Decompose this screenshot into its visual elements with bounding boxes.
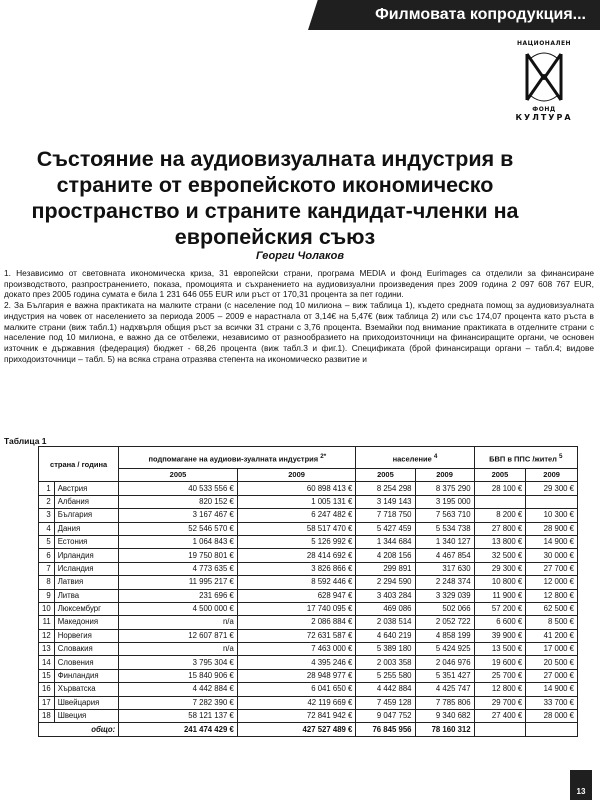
table-cell-p2005: 4 442 884	[356, 683, 415, 696]
table-cell-p2005: 9 047 752	[356, 710, 415, 723]
table-cell-s2005: 12 607 871 €	[119, 629, 238, 642]
table-cell-g2009: 27 700 €	[526, 562, 578, 575]
table-cell-s2009: 7 463 000 €	[237, 643, 356, 656]
table-cell-s2005: 1 064 843 €	[119, 535, 238, 548]
table-cell-country: Исландия	[54, 562, 119, 575]
table-row	[39, 482, 578, 495]
table-cell-g2005: 29 700 €	[474, 696, 526, 709]
table-cell-g2005: 39 900 €	[474, 629, 526, 642]
paragraph-1: 1. Независимо от световната икономическа криза, 31 европейски страни, програма MEDIA и фонд Eurimages са отделили за финансиране производството, разпространението, показа, промоцията и съхранението на аудиовизуални произведения през 2009 година 2 097 608 767 EUR, докато през 2005 година сумата е била 1 231 646 055 EUR или ръст от 170,31 процента за пет години.	[4, 268, 594, 300]
header-population-note: 4	[433, 452, 438, 460]
table-row	[39, 495, 578, 508]
table-header-row	[39, 447, 578, 469]
table-cell-p2005: 2 003 358	[356, 656, 415, 669]
header-year: 2005	[474, 469, 526, 482]
table-cell-s2005: 40 533 556 €	[119, 482, 238, 495]
table-cell-country: Норвегия	[54, 629, 119, 642]
table-total-row	[39, 723, 578, 736]
table-cell-s2009: 17 740 095 €	[237, 602, 356, 615]
table-cell-g2005: 8 200 €	[474, 509, 526, 522]
table-cell-country: Ирландия	[54, 549, 119, 562]
table-row	[39, 656, 578, 669]
table-cell-g2005: 10 800 €	[474, 576, 526, 589]
table-cell-g2005: 12 800 €	[474, 683, 526, 696]
table-cell-g2009: 12 800 €	[526, 589, 578, 602]
table-cell-country: Швеция	[54, 710, 119, 723]
table-cell-g2009: 14 900 €	[526, 535, 578, 548]
table-cell-country: Литва	[54, 589, 119, 602]
section-banner	[318, 0, 600, 30]
table-cell-s2009: 60 898 413 €	[237, 482, 356, 495]
table-cell-g2005	[474, 495, 526, 508]
table-body	[39, 482, 578, 736]
table-cell-g2005: 6 600 €	[474, 616, 526, 629]
table-cell-g2009: 27 000 €	[526, 669, 578, 682]
total-cell-s2009: 427 527 489 €	[237, 723, 356, 736]
header-year: 2009	[237, 469, 356, 482]
table-cell-p2009: 2 248 374	[415, 576, 474, 589]
table-cell-p2009: 8 375 290	[415, 482, 474, 495]
header-year: 2009	[526, 469, 578, 482]
table-cell-s2009: 6 247 482 €	[237, 509, 356, 522]
table-cell-n: 17	[39, 696, 55, 709]
header-gdp	[474, 447, 577, 469]
table-cell-g2009: 41 200 €	[526, 629, 578, 642]
table-cell-n: 10	[39, 602, 55, 615]
table-cell-g2005: 19 600 €	[474, 656, 526, 669]
table-cell-g2005: 57 200 €	[474, 602, 526, 615]
table-cell-p2009: 317 630	[415, 562, 474, 575]
table-row	[39, 562, 578, 575]
page-number: 13	[570, 770, 592, 800]
table-cell-g2005: 32 500 €	[474, 549, 526, 562]
table-cell-p2005: 4 640 219	[356, 629, 415, 642]
table-cell-p2005: 5 389 180	[356, 643, 415, 656]
table-cell-s2009: 5 126 992 €	[237, 535, 356, 548]
table-cell-n: 8	[39, 576, 55, 589]
table-cell-s2009: 72 841 942 €	[237, 710, 356, 723]
table-cell-n: 7	[39, 562, 55, 575]
table-cell-p2009: 3 195 000	[415, 495, 474, 508]
table-cell-p2009: 7 785 806	[415, 696, 474, 709]
table-cell-s2005: 820 152 €	[119, 495, 238, 508]
table-cell-country: Албания	[54, 495, 119, 508]
table-cell-g2009: 12 000 €	[526, 576, 578, 589]
table-cell-s2009: 1 005 131 €	[237, 495, 356, 508]
header-country: страна / година	[39, 447, 119, 482]
table-cell-g2005: 28 100 €	[474, 482, 526, 495]
header-year: 2005	[356, 469, 415, 482]
table-cell-g2009: 30 000 €	[526, 549, 578, 562]
table-row	[39, 576, 578, 589]
table-cell-g2005: 27 800 €	[474, 522, 526, 535]
table-cell-country: Дания	[54, 522, 119, 535]
header-population	[356, 447, 474, 469]
article-author: Георги Чолаков	[256, 250, 344, 262]
paragraph-2: 2. За България е важна практиката на малките страни (с население под 10 милиона – виж таблица 1), където средната помощ за аудиовизуалната индустрия на човек от населението за периода 2005 – 2009 е нарастнала от 3,14€ на 5,47€ (виж таблица 2) или със 174,07 процента като ръста в малките страни (виж табл.1) надхвърля общия ръст за всички 31 страни с 3,76 процента. Вземайки под внимание практиката в отделните страни с население под 10 милиона, е важно да се отбележи, независимо от разнообразието на приходоизточници на финансиращите органи, че основен източник е държавния (федерация) бюджет - 68,26 процента (виж табл.3 и фиг.1). Спецификата (брой финансиращи органи – табл.4; видове приходоизточници – табл. 5) на всяка страна отразява степента на икономическо развитие и	[4, 300, 594, 364]
table-cell-s2005: 231 696 €	[119, 589, 238, 602]
logo-emblem-icon	[521, 50, 567, 104]
table-cell-s2005: 58 121 137 €	[119, 710, 238, 723]
table-row	[39, 643, 578, 656]
table-cell-n: 4	[39, 522, 55, 535]
logo-text-bottom: КУЛТУРА	[515, 113, 573, 122]
table-year-row	[39, 469, 578, 482]
table-cell-s2009: 28 948 977 €	[237, 669, 356, 682]
table-cell-p2009: 9 340 682	[415, 710, 474, 723]
table-cell-g2009: 8 500 €	[526, 616, 578, 629]
table-cell-p2005: 299 891	[356, 562, 415, 575]
table-cell-p2009: 5 534 738	[415, 522, 474, 535]
table-cell-p2005: 4 208 156	[356, 549, 415, 562]
table-cell-p2005: 1 344 684	[356, 535, 415, 548]
table-cell-s2005: 7 282 390 €	[119, 696, 238, 709]
table-cell-s2005: n/a	[119, 616, 238, 629]
table-cell-p2009: 5 424 925	[415, 643, 474, 656]
table-cell-s2009: 4 395 246 €	[237, 656, 356, 669]
table-cell-p2009: 502 066	[415, 602, 474, 615]
table-cell-s2005: 52 546 570 €	[119, 522, 238, 535]
table-cell-s2005: 19 750 801 €	[119, 549, 238, 562]
table-row	[39, 669, 578, 682]
table-cell-s2009: 2 086 884 €	[237, 616, 356, 629]
logo-text-mid: ФОНД	[532, 106, 556, 113]
table-cell-p2005: 7 718 750	[356, 509, 415, 522]
table-cell-s2005: 11 995 217 €	[119, 576, 238, 589]
table-cell-g2009: 17 000 €	[526, 643, 578, 656]
table-cell-p2005: 3 149 143	[356, 495, 415, 508]
table-row	[39, 522, 578, 535]
table-cell-n: 5	[39, 535, 55, 548]
table-cell-n: 6	[39, 549, 55, 562]
table-cell-s2005: 4 773 635 €	[119, 562, 238, 575]
table-cell-s2005: 4 442 884 €	[119, 683, 238, 696]
table-cell-p2009: 1 340 127	[415, 535, 474, 548]
article-body	[4, 268, 594, 364]
table-cell-n: 3	[39, 509, 55, 522]
table-cell-g2005: 13 500 €	[474, 643, 526, 656]
table-cell-g2009: 28 000 €	[526, 710, 578, 723]
header-gdp-note: 5	[559, 452, 563, 460]
table-row	[39, 683, 578, 696]
header-year: 2009	[415, 469, 474, 482]
table-cell-p2009: 3 329 039	[415, 589, 474, 602]
table-cell-s2009: 58 517 470 €	[237, 522, 356, 535]
header-year: 2005	[119, 469, 238, 482]
total-label: общо:	[39, 723, 119, 736]
table-cell-country: Австрия	[54, 482, 119, 495]
table-cell-p2009: 4 425 747	[415, 683, 474, 696]
table-cell-n: 16	[39, 683, 55, 696]
table-cell-p2005: 7 459 128	[356, 696, 415, 709]
table-cell-country: Финландия	[54, 669, 119, 682]
table-cell-s2005: 3 795 304 €	[119, 656, 238, 669]
article-title: Състояние на аудиовизуалната индустрия в страните от европейското икономическо пространство и страните кандидат-членки на европейския съюз	[31, 147, 519, 249]
table-cell-n: 1	[39, 482, 55, 495]
table-cell-g2009	[526, 495, 578, 508]
table-cell-s2009: 72 631 587 €	[237, 629, 356, 642]
table-cell-country: Македония	[54, 616, 119, 629]
table-cell-s2009: 28 414 692 €	[237, 549, 356, 562]
table-cell-p2009: 5 351 427	[415, 669, 474, 682]
table-cell-n: 14	[39, 656, 55, 669]
table-cell-country: Хърватска	[54, 683, 119, 696]
table-cell-n: 18	[39, 710, 55, 723]
table-cell-p2009: 4 467 854	[415, 549, 474, 562]
table-cell-country: Латвия	[54, 576, 119, 589]
table-cell-s2009: 3 826 866 €	[237, 562, 356, 575]
table-cell-g2005: 29 300 €	[474, 562, 526, 575]
table-cell-g2005: 11 900 €	[474, 589, 526, 602]
table-row	[39, 616, 578, 629]
header-support-note: 2*	[320, 452, 327, 460]
table-cell-country: Словакия	[54, 643, 119, 656]
table-row	[39, 549, 578, 562]
section-banner-text: Филмовата копродукция...	[375, 6, 586, 23]
table-cell-p2005: 8 254 298	[356, 482, 415, 495]
table-cell-s2009: 6 041 650 €	[237, 683, 356, 696]
table-cell-country: България	[54, 509, 119, 522]
table-row	[39, 629, 578, 642]
table-cell-p2005: 469 086	[356, 602, 415, 615]
table-cell-p2009: 7 563 710	[415, 509, 474, 522]
table-cell-s2005: 15 840 906 €	[119, 669, 238, 682]
table-cell-n: 11	[39, 616, 55, 629]
table-cell-s2005: n/a	[119, 643, 238, 656]
table-cell-s2009: 42 119 669 €	[237, 696, 356, 709]
national-culture-fund-logo	[510, 40, 578, 136]
table-cell-country: Швейцария	[54, 696, 119, 709]
total-cell-empty	[526, 723, 578, 736]
header-support-label: подпомагане на аудиови-зуалната индустрия	[148, 454, 319, 464]
table-cell-s2005: 3 167 467 €	[119, 509, 238, 522]
table-cell-p2005: 5 255 580	[356, 669, 415, 682]
table-cell-n: 12	[39, 629, 55, 642]
table-cell-n: 2	[39, 495, 55, 508]
table-cell-p2005: 3 403 284	[356, 589, 415, 602]
table-cell-s2009: 628 947 €	[237, 589, 356, 602]
table-cell-g2005: 25 700 €	[474, 669, 526, 682]
header-gdp-label: БВП в ППС /жител	[489, 454, 557, 464]
table-row	[39, 589, 578, 602]
table-cell-g2009: 29 300 €	[526, 482, 578, 495]
table-cell-n: 13	[39, 643, 55, 656]
table-cell-g2009: 28 900 €	[526, 522, 578, 535]
table-cell-country: Естония	[54, 535, 119, 548]
total-cell-p2009: 78 160 312	[415, 723, 474, 736]
table-cell-g2009: 20 500 €	[526, 656, 578, 669]
header-population-label: население	[392, 454, 432, 464]
table-cell-s2005: 4 500 000 €	[119, 602, 238, 615]
header-support	[119, 447, 356, 469]
table-cell-p2009: 4 858 199	[415, 629, 474, 642]
table-cell-p2005: 2 294 590	[356, 576, 415, 589]
table-row	[39, 696, 578, 709]
table-row	[39, 509, 578, 522]
table-row	[39, 535, 578, 548]
table-row	[39, 710, 578, 723]
logo-text-top: НАЦИОНАЛЕН	[516, 40, 572, 47]
table-cell-p2005: 2 038 514	[356, 616, 415, 629]
table-cell-g2009: 33 700 €	[526, 696, 578, 709]
table-cell-g2005: 13 800 €	[474, 535, 526, 548]
table-cell-g2009: 14 900 €	[526, 683, 578, 696]
total-cell-p2005: 76 845 956	[356, 723, 415, 736]
table-cell-s2009: 8 592 446 €	[237, 576, 356, 589]
total-cell-s2005: 241 474 429 €	[119, 723, 238, 736]
table-row	[39, 602, 578, 615]
table-cell-g2009: 62 500 €	[526, 602, 578, 615]
table-cell-n: 15	[39, 669, 55, 682]
table-cell-p2009: 2 046 976	[415, 656, 474, 669]
table-caption: Таблица 1	[4, 436, 47, 446]
table-cell-p2009: 2 052 722	[415, 616, 474, 629]
table-cell-n: 9	[39, 589, 55, 602]
table-cell-p2005: 5 427 459	[356, 522, 415, 535]
table-cell-country: Словения	[54, 656, 119, 669]
total-cell-empty	[474, 723, 526, 736]
funding-table	[38, 446, 578, 737]
table-cell-g2009: 10 300 €	[526, 509, 578, 522]
table-cell-g2005: 27 400 €	[474, 710, 526, 723]
table-cell-country: Люксембург	[54, 602, 119, 615]
